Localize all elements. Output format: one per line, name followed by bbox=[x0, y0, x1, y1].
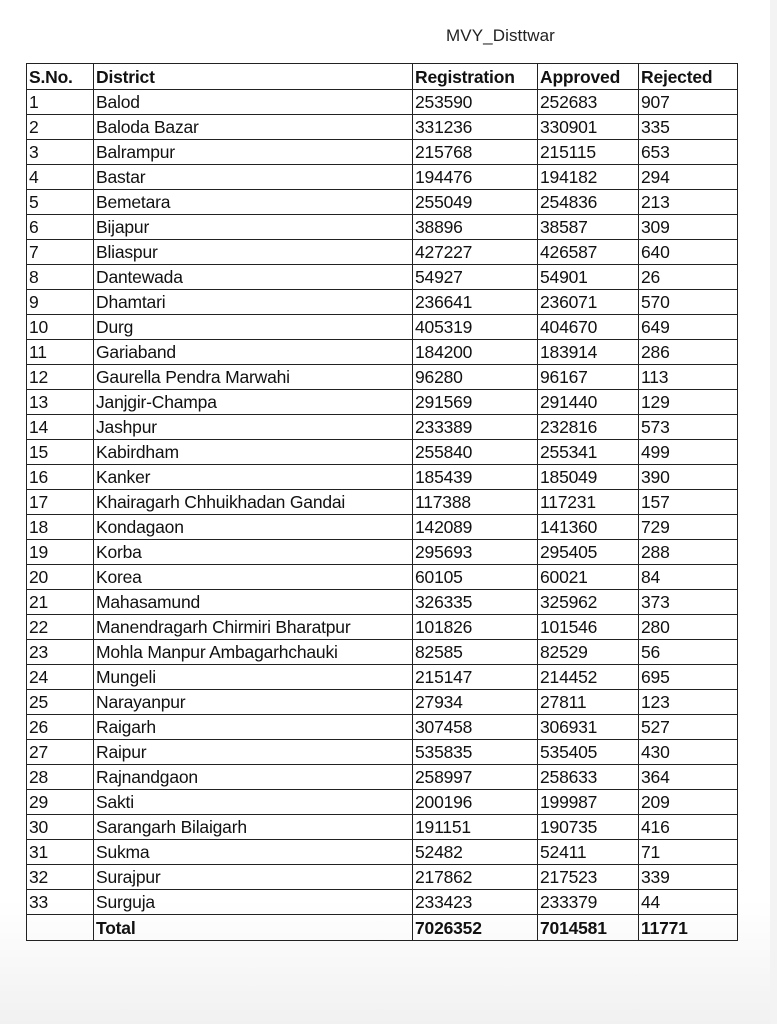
cell-sno: 29 bbox=[27, 790, 94, 815]
table-row bbox=[27, 415, 738, 440]
cell-district: Sukma bbox=[94, 840, 413, 865]
cell-district: Sakti bbox=[94, 790, 413, 815]
cell-rejected: 430 bbox=[639, 740, 738, 765]
cell-district: Korba bbox=[94, 540, 413, 565]
cell-sno: 18 bbox=[27, 515, 94, 540]
cell-district: Manendragarh Chirmiri Bharatpur bbox=[94, 615, 413, 640]
cell-district: Bijapur bbox=[94, 215, 413, 240]
cell-district: Mohla Manpur Ambagarhchauki bbox=[94, 640, 413, 665]
cell-registration: 233389 bbox=[413, 415, 538, 440]
header-rejected: Rejected bbox=[639, 64, 738, 90]
cell-sno: 10 bbox=[27, 315, 94, 340]
cell-approved: 183914 bbox=[538, 340, 639, 365]
cell-rejected: 71 bbox=[639, 840, 738, 865]
cell-rejected: 907 bbox=[639, 90, 738, 115]
cell-approved: 252683 bbox=[538, 90, 639, 115]
cell-sno: 2 bbox=[27, 115, 94, 140]
cell-registration: 215768 bbox=[413, 140, 538, 165]
cell-registration: 326335 bbox=[413, 590, 538, 615]
table-row bbox=[27, 390, 738, 415]
page-edge-strip bbox=[770, 0, 777, 1024]
cell-approved: 236071 bbox=[538, 290, 639, 315]
table-row bbox=[27, 765, 738, 790]
cell-district: Bliaspur bbox=[94, 240, 413, 265]
header-district: District bbox=[94, 64, 413, 90]
cell-sno: 9 bbox=[27, 290, 94, 315]
cell-sno: 26 bbox=[27, 715, 94, 740]
table-row bbox=[27, 365, 738, 390]
cell-registration: 405319 bbox=[413, 315, 538, 340]
cell-registration: 185439 bbox=[413, 465, 538, 490]
header-approved: Approved bbox=[538, 64, 639, 90]
cell-registration: 427227 bbox=[413, 240, 538, 265]
cell-district: Korea bbox=[94, 565, 413, 590]
table-row bbox=[27, 290, 738, 315]
table-row bbox=[27, 865, 738, 890]
table-row bbox=[27, 190, 738, 215]
cell-registration: 194476 bbox=[413, 165, 538, 190]
cell-registration: 331236 bbox=[413, 115, 538, 140]
cell-approved: 325962 bbox=[538, 590, 639, 615]
cell-registration: 295693 bbox=[413, 540, 538, 565]
cell-district: Baloda Bazar bbox=[94, 115, 413, 140]
cell-rejected: 649 bbox=[639, 315, 738, 340]
table-row bbox=[27, 815, 738, 840]
cell-sno: 16 bbox=[27, 465, 94, 490]
cell-sno: 30 bbox=[27, 815, 94, 840]
table-row bbox=[27, 640, 738, 665]
cell-district: Bastar bbox=[94, 165, 413, 190]
cell-sno: 19 bbox=[27, 540, 94, 565]
cell-rejected: 499 bbox=[639, 440, 738, 465]
table-header-row bbox=[27, 64, 738, 90]
cell-rejected: 286 bbox=[639, 340, 738, 365]
cell-sno: 1 bbox=[27, 90, 94, 115]
cell-rejected: 339 bbox=[639, 865, 738, 890]
cell-rejected: 44 bbox=[639, 890, 738, 915]
header-registration: Registration bbox=[413, 64, 538, 90]
cell-approved: 199987 bbox=[538, 790, 639, 815]
cell-registration: 38896 bbox=[413, 215, 538, 240]
cell-registration: 101826 bbox=[413, 615, 538, 640]
cell-rejected: 213 bbox=[639, 190, 738, 215]
table-row bbox=[27, 590, 738, 615]
table-row bbox=[27, 715, 738, 740]
cell-rejected: 570 bbox=[639, 290, 738, 315]
cell-district: Mahasamund bbox=[94, 590, 413, 615]
table-row bbox=[27, 565, 738, 590]
cell-district: Sarangarh Bilaigarh bbox=[94, 815, 413, 840]
cell-sno: 22 bbox=[27, 615, 94, 640]
cell-sno: 33 bbox=[27, 890, 94, 915]
table-row bbox=[27, 690, 738, 715]
district-table bbox=[26, 63, 738, 941]
cell-registration: 253590 bbox=[413, 90, 538, 115]
cell-registration: 60105 bbox=[413, 565, 538, 590]
cell-sno: 17 bbox=[27, 490, 94, 515]
cell-rejected: 309 bbox=[639, 215, 738, 240]
table-row bbox=[27, 490, 738, 515]
cell-registration: 258997 bbox=[413, 765, 538, 790]
cell-approved: 255341 bbox=[538, 440, 639, 465]
table-row bbox=[27, 890, 738, 915]
cell-approved: 295405 bbox=[538, 540, 639, 565]
table-row bbox=[27, 90, 738, 115]
cell-district: Raipur bbox=[94, 740, 413, 765]
cell-approved: 101546 bbox=[538, 615, 639, 640]
cell-district: Kanker bbox=[94, 465, 413, 490]
table-row bbox=[27, 840, 738, 865]
cell-registration: 307458 bbox=[413, 715, 538, 740]
cell-approved: 82529 bbox=[538, 640, 639, 665]
cell-rejected: 84 bbox=[639, 565, 738, 590]
cell-approved: 38587 bbox=[538, 215, 639, 240]
cell-rejected: 129 bbox=[639, 390, 738, 415]
cell-sno: 13 bbox=[27, 390, 94, 415]
table-row bbox=[27, 140, 738, 165]
table-row bbox=[27, 215, 738, 240]
cell-registration: 117388 bbox=[413, 490, 538, 515]
cell-district: Balrampur bbox=[94, 140, 413, 165]
cell-rejected: 288 bbox=[639, 540, 738, 565]
cell-approved: 254836 bbox=[538, 190, 639, 215]
cell-sno: 27 bbox=[27, 740, 94, 765]
table-body bbox=[27, 90, 738, 915]
table-row bbox=[27, 665, 738, 690]
cell-district: Rajnandgaon bbox=[94, 765, 413, 790]
total-approved: 7014581 bbox=[538, 915, 639, 941]
cell-rejected: 695 bbox=[639, 665, 738, 690]
cell-rejected: 56 bbox=[639, 640, 738, 665]
cell-district: Surajpur bbox=[94, 865, 413, 890]
cell-registration: 215147 bbox=[413, 665, 538, 690]
table-row bbox=[27, 740, 738, 765]
cell-rejected: 653 bbox=[639, 140, 738, 165]
cell-approved: 117231 bbox=[538, 490, 639, 515]
cell-rejected: 335 bbox=[639, 115, 738, 140]
total-registration: 7026352 bbox=[413, 915, 538, 941]
cell-approved: 306931 bbox=[538, 715, 639, 740]
cell-rejected: 416 bbox=[639, 815, 738, 840]
cell-sno: 15 bbox=[27, 440, 94, 465]
cell-approved: 214452 bbox=[538, 665, 639, 690]
cell-approved: 215115 bbox=[538, 140, 639, 165]
table-row bbox=[27, 540, 738, 565]
total-label: Total bbox=[94, 915, 413, 941]
cell-district: Dantewada bbox=[94, 265, 413, 290]
cell-approved: 232816 bbox=[538, 415, 639, 440]
table-row bbox=[27, 515, 738, 540]
cell-registration: 255840 bbox=[413, 440, 538, 465]
cell-registration: 535835 bbox=[413, 740, 538, 765]
table-row bbox=[27, 115, 738, 140]
cell-rejected: 123 bbox=[639, 690, 738, 715]
cell-approved: 52411 bbox=[538, 840, 639, 865]
cell-district: Balod bbox=[94, 90, 413, 115]
cell-rejected: 640 bbox=[639, 240, 738, 265]
cell-rejected: 573 bbox=[639, 415, 738, 440]
cell-approved: 330901 bbox=[538, 115, 639, 140]
cell-district: Gariaband bbox=[94, 340, 413, 365]
cell-rejected: 209 bbox=[639, 790, 738, 815]
cell-approved: 141360 bbox=[538, 515, 639, 540]
cell-registration: 142089 bbox=[413, 515, 538, 540]
cell-sno: 6 bbox=[27, 215, 94, 240]
table-row bbox=[27, 340, 738, 365]
cell-sno: 25 bbox=[27, 690, 94, 715]
table-row bbox=[27, 165, 738, 190]
cell-rejected: 729 bbox=[639, 515, 738, 540]
cell-approved: 96167 bbox=[538, 365, 639, 390]
cell-approved: 27811 bbox=[538, 690, 639, 715]
cell-sno: 32 bbox=[27, 865, 94, 890]
cell-district: Khairagarh Chhuikhadan Gandai bbox=[94, 490, 413, 515]
document-title: MVY_Disttwar bbox=[446, 26, 555, 45]
total-row bbox=[27, 915, 738, 941]
cell-registration: 191151 bbox=[413, 815, 538, 840]
cell-approved: 185049 bbox=[538, 465, 639, 490]
cell-district: Gaurella Pendra Marwahi bbox=[94, 365, 413, 390]
cell-district: Durg bbox=[94, 315, 413, 340]
table-row bbox=[27, 265, 738, 290]
cell-sno: 3 bbox=[27, 140, 94, 165]
cell-registration: 217862 bbox=[413, 865, 538, 890]
cell-rejected: 113 bbox=[639, 365, 738, 390]
cell-registration: 255049 bbox=[413, 190, 538, 215]
cell-rejected: 26 bbox=[639, 265, 738, 290]
cell-district: Kondagaon bbox=[94, 515, 413, 540]
cell-approved: 291440 bbox=[538, 390, 639, 415]
header-sno: S.No. bbox=[27, 64, 94, 90]
cell-district: Jashpur bbox=[94, 415, 413, 440]
cell-sno: 14 bbox=[27, 415, 94, 440]
cell-sno: 7 bbox=[27, 240, 94, 265]
table-row bbox=[27, 790, 738, 815]
cell-district: Dhamtari bbox=[94, 290, 413, 315]
cell-approved: 190735 bbox=[538, 815, 639, 840]
cell-district: Surguja bbox=[94, 890, 413, 915]
cell-sno: 12 bbox=[27, 365, 94, 390]
cell-approved: 233379 bbox=[538, 890, 639, 915]
cell-district: Janjgir-Champa bbox=[94, 390, 413, 415]
cell-registration: 291569 bbox=[413, 390, 538, 415]
cell-approved: 404670 bbox=[538, 315, 639, 340]
table-row bbox=[27, 465, 738, 490]
cell-rejected: 527 bbox=[639, 715, 738, 740]
table-row bbox=[27, 615, 738, 640]
cell-district: Mungeli bbox=[94, 665, 413, 690]
cell-rejected: 364 bbox=[639, 765, 738, 790]
cell-registration: 54927 bbox=[413, 265, 538, 290]
cell-district: Raigarh bbox=[94, 715, 413, 740]
cell-approved: 258633 bbox=[538, 765, 639, 790]
cell-registration: 184200 bbox=[413, 340, 538, 365]
cell-sno: 4 bbox=[27, 165, 94, 190]
cell-rejected: 157 bbox=[639, 490, 738, 515]
cell-sno: 11 bbox=[27, 340, 94, 365]
cell-sno: 31 bbox=[27, 840, 94, 865]
cell-rejected: 373 bbox=[639, 590, 738, 615]
cell-rejected: 294 bbox=[639, 165, 738, 190]
cell-approved: 535405 bbox=[538, 740, 639, 765]
total-rejected: 11771 bbox=[639, 915, 738, 941]
cell-district: Kabirdham bbox=[94, 440, 413, 465]
cell-sno: 21 bbox=[27, 590, 94, 615]
cell-registration: 52482 bbox=[413, 840, 538, 865]
total-sno bbox=[27, 915, 94, 941]
cell-district: Narayanpur bbox=[94, 690, 413, 715]
cell-sno: 8 bbox=[27, 265, 94, 290]
cell-approved: 60021 bbox=[538, 565, 639, 590]
table-row bbox=[27, 440, 738, 465]
cell-approved: 194182 bbox=[538, 165, 639, 190]
cell-registration: 236641 bbox=[413, 290, 538, 315]
cell-approved: 217523 bbox=[538, 865, 639, 890]
cell-registration: 82585 bbox=[413, 640, 538, 665]
cell-registration: 27934 bbox=[413, 690, 538, 715]
table-row bbox=[27, 240, 738, 265]
cell-rejected: 280 bbox=[639, 615, 738, 640]
table-row bbox=[27, 315, 738, 340]
cell-sno: 23 bbox=[27, 640, 94, 665]
cell-rejected: 390 bbox=[639, 465, 738, 490]
cell-approved: 54901 bbox=[538, 265, 639, 290]
cell-sno: 20 bbox=[27, 565, 94, 590]
cell-sno: 28 bbox=[27, 765, 94, 790]
cell-registration: 233423 bbox=[413, 890, 538, 915]
cell-sno: 24 bbox=[27, 665, 94, 690]
cell-sno: 5 bbox=[27, 190, 94, 215]
cell-district: Bemetara bbox=[94, 190, 413, 215]
cell-approved: 426587 bbox=[538, 240, 639, 265]
cell-registration: 96280 bbox=[413, 365, 538, 390]
cell-registration: 200196 bbox=[413, 790, 538, 815]
